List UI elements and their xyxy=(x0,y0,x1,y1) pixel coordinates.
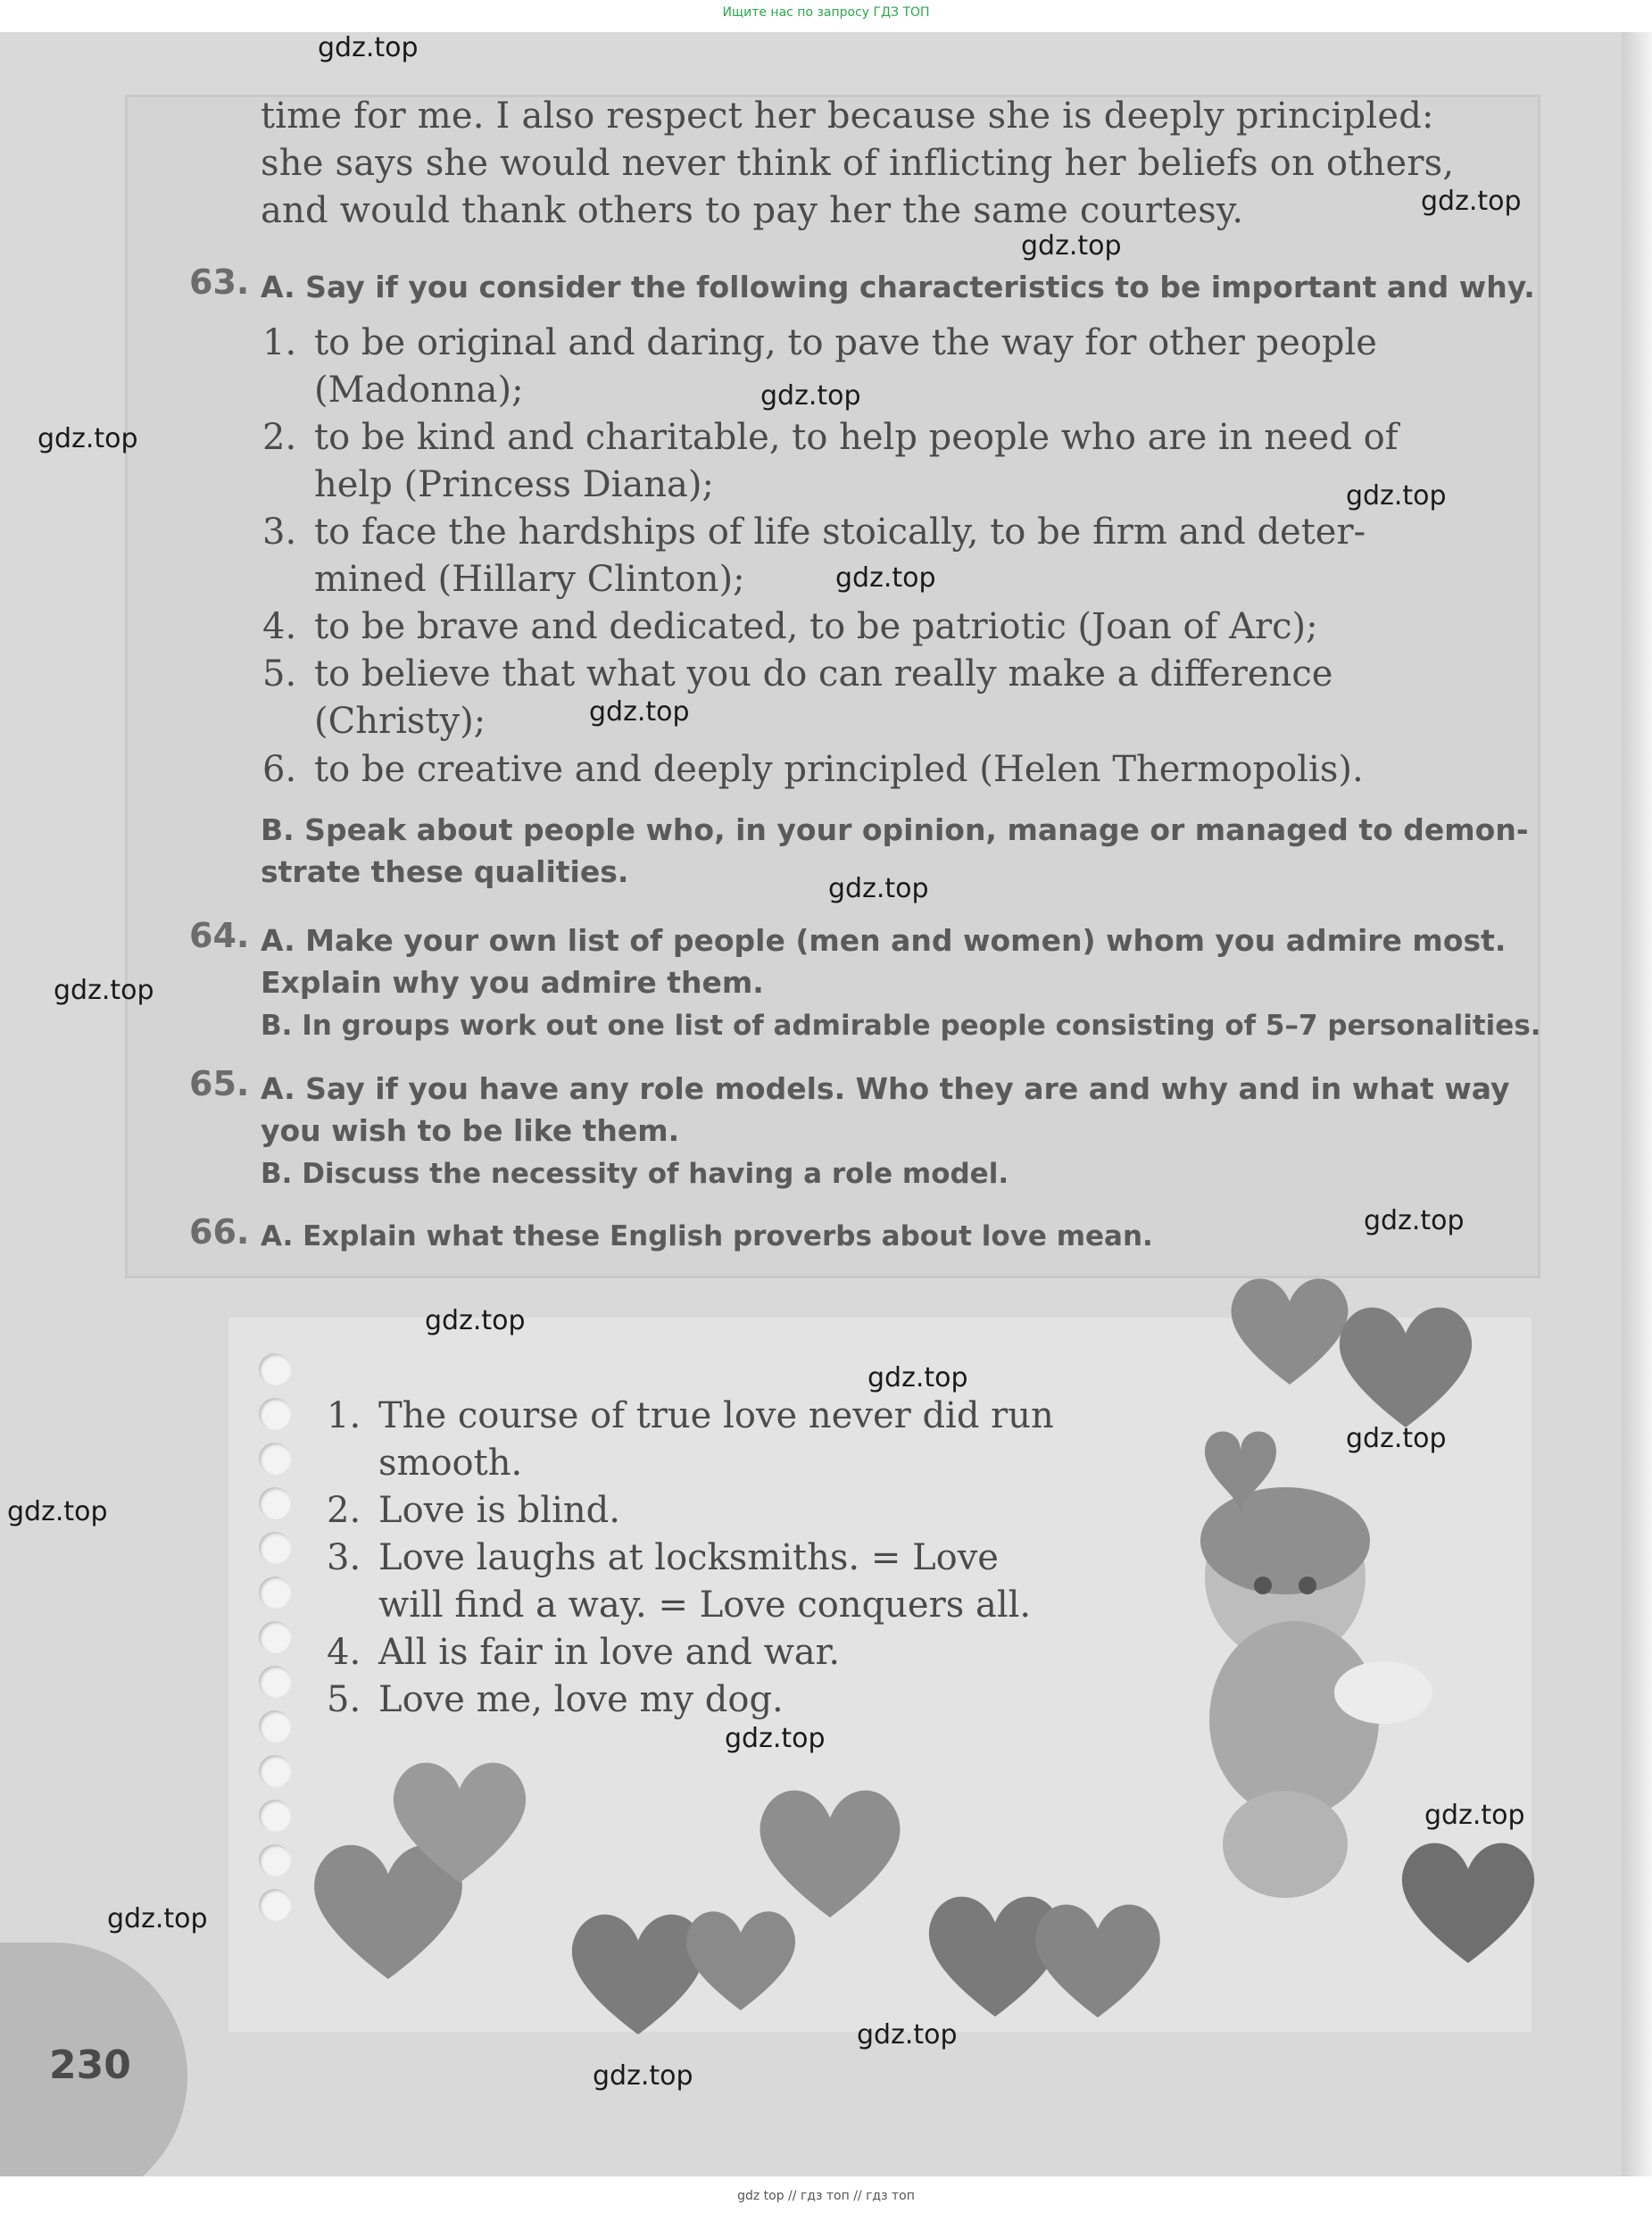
page-number: 230 xyxy=(49,2042,131,2088)
bottom-watermark-note: gdz top // гдз топ // гдз топ xyxy=(737,2189,915,2203)
watermark: gdz.top xyxy=(1021,230,1122,262)
task-line: A. Say if you have any role models. Who they are and why and in what way xyxy=(261,1071,1510,1106)
intro-paragraph xyxy=(261,93,1454,235)
item-number: 2. xyxy=(262,417,297,458)
proverb-line: All is fair in love and war. xyxy=(378,1632,841,1673)
task-66-number: 66. xyxy=(189,1212,250,1252)
task-line: strate these qualities. xyxy=(261,854,629,889)
watermark: gdz.top xyxy=(37,423,138,454)
item-line: to be brave and dedicated, to be patriotic (Joan of Arc); xyxy=(314,606,1318,647)
watermark: gdz.top xyxy=(1346,480,1447,512)
intro-line: she says she would never think of inflicting her beliefs on others, xyxy=(261,143,1455,184)
task-63-item-6 xyxy=(262,746,1539,794)
proverb-number: 2. xyxy=(327,1490,361,1531)
notebook-ring xyxy=(259,1532,291,1564)
proverb-line: Love me, love my dog. xyxy=(378,1679,784,1720)
task-63-number: 63. xyxy=(189,262,250,302)
notebook-ring xyxy=(259,1487,291,1519)
task-63-item-5 xyxy=(262,651,1539,745)
heart-icon xyxy=(384,1746,535,1898)
item-line: to be original and daring, to pave the way for other people xyxy=(314,322,1377,363)
notebook-ring xyxy=(259,1755,291,1787)
notebook-ring xyxy=(259,1800,291,1832)
watermark: gdz.top xyxy=(1346,1423,1447,1454)
intro-line: and would thank others to pay her the same courtesy. xyxy=(261,190,1244,231)
proverb-1 xyxy=(327,1393,1148,1487)
proverb-line: Love laughs at locksmiths. = Love xyxy=(378,1537,999,1578)
watermark: gdz.top xyxy=(54,975,154,1006)
watermark: gdz.top xyxy=(7,1496,108,1527)
proverb-line: The course of true love never did run xyxy=(378,1395,1054,1436)
intro-line: time for me. I also respect her because she is deeply principled: xyxy=(261,96,1434,137)
task-64-number: 64. xyxy=(189,916,250,955)
item-line: (Christy); xyxy=(314,701,486,742)
task-64-b: B. In groups work out one list of admirable people consisting of 5–7 personalities. xyxy=(261,1010,1541,1042)
proverb-4 xyxy=(327,1629,1148,1676)
task-63-item-1 xyxy=(262,320,1539,414)
heart-icon xyxy=(1026,1889,1169,2032)
notebook-ring xyxy=(259,1621,291,1653)
item-line: to be kind and charitable, to help people who are in need of xyxy=(314,417,1399,458)
notebook-ring xyxy=(259,1666,291,1698)
notebook-ring xyxy=(259,1577,291,1609)
task-66-a: A. Explain what these English proverbs about love mean. xyxy=(261,1220,1153,1252)
watermark: gdz.top xyxy=(760,380,861,412)
cherub-eye xyxy=(1254,1577,1272,1594)
cherub-legs xyxy=(1223,1791,1348,1898)
proverb-number: 3. xyxy=(327,1537,361,1578)
task-line: Explain why you admire them. xyxy=(261,965,764,1000)
task-64-a xyxy=(261,919,1506,1003)
item-number: 5. xyxy=(262,653,297,695)
item-number: 4. xyxy=(262,606,297,647)
item-line: help (Princess Diana); xyxy=(314,464,714,505)
watermark: gdz.top xyxy=(107,1903,208,1934)
task-65-a xyxy=(261,1068,1510,1152)
task-65-b: B. Discuss the necessity of having a role model. xyxy=(261,1158,1009,1190)
item-number: 6. xyxy=(262,749,297,790)
task-63-item-4 xyxy=(262,603,1539,651)
proverb-3 xyxy=(327,1535,1183,1629)
watermark: gdz.top xyxy=(857,2019,958,2051)
watermark: gdz.top xyxy=(589,696,690,728)
item-line: to face the hardships of life stoically, to be firm and deter- xyxy=(314,512,1366,553)
notebook-ring xyxy=(259,1398,291,1430)
heart-icon xyxy=(1330,1291,1482,1443)
heart-icon xyxy=(1392,1826,1544,1978)
page-edge-shadow xyxy=(1622,32,1652,2176)
watermark: gdz.top xyxy=(835,562,936,594)
top-search-note: Ищите нас по запросу ГДЗ ТОП xyxy=(722,5,930,20)
notebook-ring xyxy=(259,1844,291,1876)
task-63-a: A. Say if you consider the following characteristics to be important and why. xyxy=(261,270,1535,304)
task-line: A. Make your own list of people (men and women) whom you admire most. xyxy=(261,923,1507,958)
watermark: gdz.top xyxy=(828,873,929,904)
item-line: mined (Hillary Clinton); xyxy=(314,559,745,600)
item-number: 1. xyxy=(262,322,297,363)
notebook-ring xyxy=(259,1889,291,1921)
notebook-ring xyxy=(259,1710,291,1743)
textbook-page xyxy=(0,32,1652,2176)
heart-icon xyxy=(750,1773,910,1934)
cherub-wing xyxy=(1334,1661,1432,1724)
watermark: gdz.top xyxy=(868,1362,968,1394)
proverb-line: smooth. xyxy=(378,1443,523,1484)
proverb-5 xyxy=(327,1676,1148,1724)
watermark: gdz.top xyxy=(425,1305,526,1336)
cherub-eye xyxy=(1299,1577,1316,1594)
watermark: gdz.top xyxy=(1364,1205,1465,1236)
proverb-number: 1. xyxy=(327,1395,361,1436)
watermark: gdz.top xyxy=(318,32,419,63)
proverb-2 xyxy=(327,1487,1148,1535)
cherub-hair xyxy=(1200,1487,1370,1594)
notebook-ring xyxy=(259,1443,291,1475)
notebook-ring xyxy=(259,1353,291,1385)
item-line: to believe that what you do can really make a difference xyxy=(314,653,1333,695)
task-65-number: 65. xyxy=(189,1064,250,1103)
task-line: B. Speak about people who, in your opinion, manage or managed to demon- xyxy=(261,812,1529,847)
proverb-line: will find a way. = Love conquers all. xyxy=(378,1585,1032,1626)
proverb-number: 4. xyxy=(327,1632,361,1673)
cherub-body xyxy=(1209,1621,1379,1818)
item-line: to be creative and deeply principled (Helen Thermopolis). xyxy=(314,749,1364,790)
proverb-line: Love is blind. xyxy=(378,1490,620,1531)
watermark: gdz.top xyxy=(1421,186,1522,217)
task-line: you wish to be like them. xyxy=(261,1113,680,1148)
item-line: (Madonna); xyxy=(314,370,524,411)
watermark: gdz.top xyxy=(1424,1800,1525,1831)
watermark: gdz.top xyxy=(593,2060,693,2092)
proverb-number: 5. xyxy=(327,1679,361,1720)
watermark: gdz.top xyxy=(725,1723,826,1754)
item-number: 3. xyxy=(262,512,297,553)
